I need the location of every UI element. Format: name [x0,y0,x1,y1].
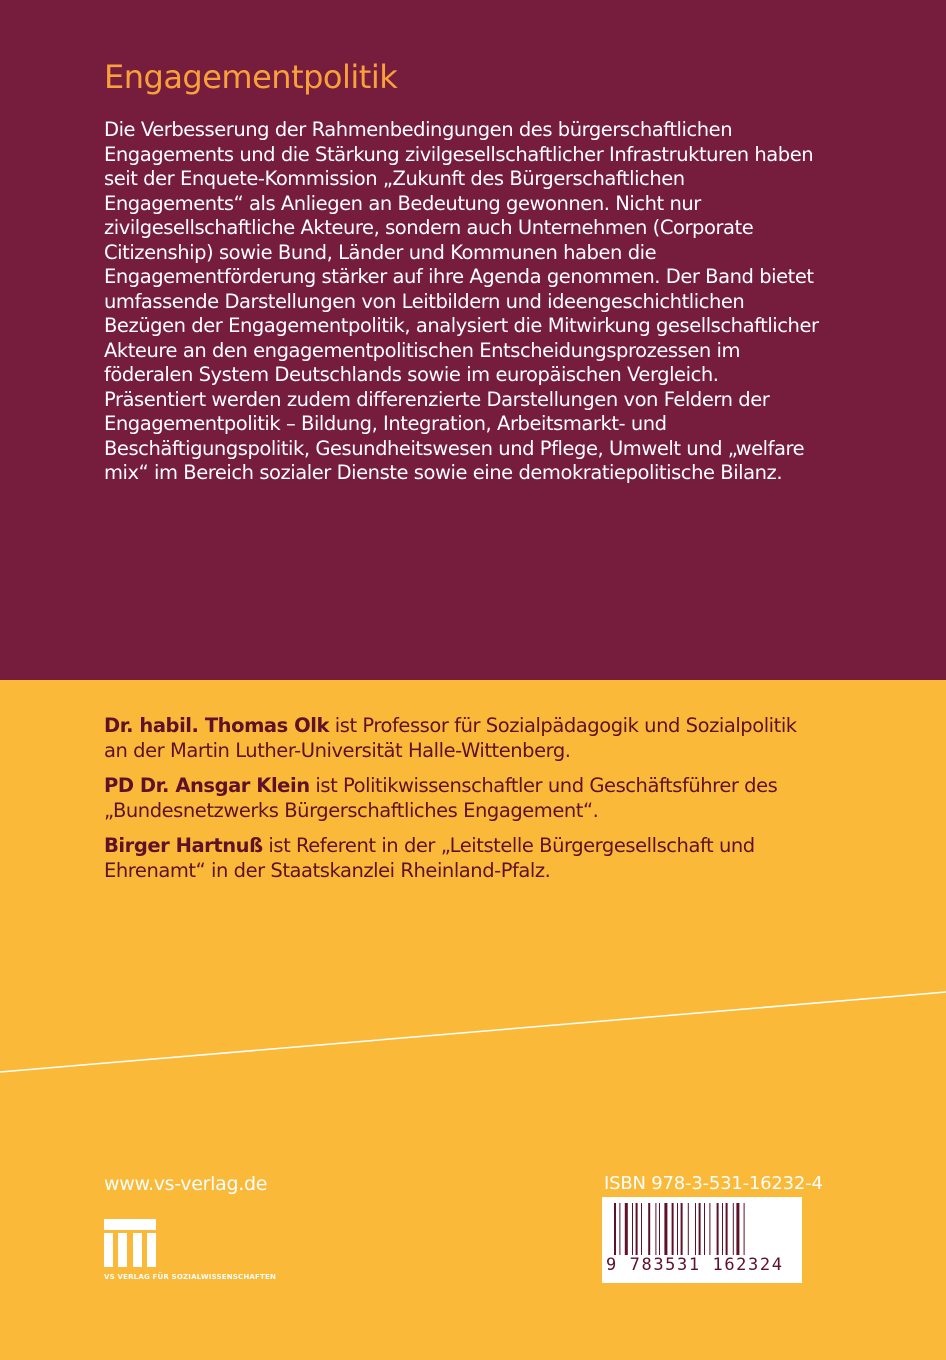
author-bio [104,713,824,763]
book-title: Engagementpolitik [104,58,398,96]
author-name: Birger Hartnuß [104,834,263,857]
barcode-digits: 9 783531 162324 [606,1255,784,1275]
book-description: Die Verbesserung der Rahmenbedingungen des bürgerschaftlichen Engagements und die Stärkung zivilgesellschaftlicher Infrastrukturen haben seit der Enquete-Kommission „Zukunft des Bürgerschaftlichen Engagements“ als Anliegen an Bedeutung gewonnen. Nicht nur zivilgesellschaftliche Akteure, sondern auch Unternehmen (Corporate Citizenship) sowie Bund, Länder und Kommunen haben die Engagementförderung stärker auf ihre Agenda genommen. Der Band bietet umfassende Darstellungen von Leitbildern und ideengeschichtlichen Bezügen der Engagementpolitik, analysiert die Mitwirkung gesellschaftlicher Akteure an den engagementpolitischen Entscheidungsprozessen im föderalen System Deutschlands sowie im europäischen Vergleich. Präsentiert werden zudem differenzierte Darstellungen von Feldern der Engagementpolitik – Bildung, Integration, Arbeitsmarkt- und Beschäftigungspolitik, Gesundheitswesen und Pflege, Umwelt und „welfare mix“ im Bereich sozialer Dienste sowie eine demokratiepolitische Bilanz. [104,118,819,484]
publisher-name: VS VERLAG FÜR SOZIALWISSENSCHAFTEN [104,1273,277,1281]
vs-verlag-logo-icon [104,1219,156,1267]
isbn-label: ISBN 978-3-531-16232-4 [604,1173,823,1194]
barcode-bars [614,1203,790,1255]
author-name: Dr. habil. Thomas Olk [104,714,330,737]
author-bio [104,833,824,883]
diagonal-divider-line [0,990,946,1080]
publisher-url[interactable]: www.vs-verlag.de [104,1173,268,1195]
author-description: ist Professor für Sozialpädagogik und Sozialpolitik an der Martin Luther-Universität Halle-Wittenberg. [104,714,797,762]
author-bio [104,773,824,823]
author-description: ist Referent in der „Leitstelle Bürgergesellschaft und Ehrenamt“ in der Staatskanzlei Rheinland-Pfalz. [104,834,755,882]
author-bios [104,713,824,893]
barcode [602,1197,802,1283]
author-name: PD Dr. Ansgar Klein [104,774,310,797]
author-description: ist Politikwissenschaftler und Geschäftsführer des „Bundesnetzwerks Bürgerschaftliches Engagement“. [104,774,778,822]
